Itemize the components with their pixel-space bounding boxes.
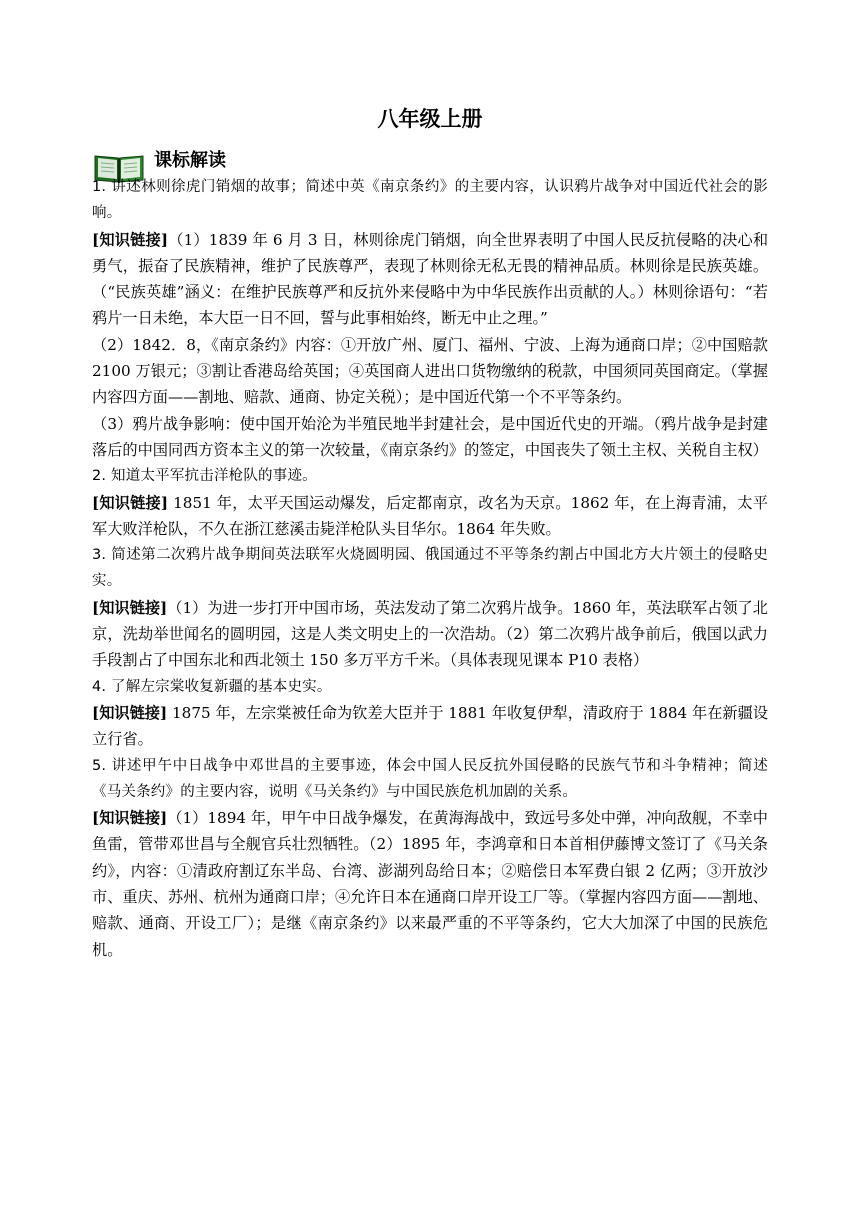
knowledge-link-tag: [知识链接] xyxy=(92,493,169,512)
knowledge-link-tag: [知识链接] xyxy=(92,230,169,249)
item-4-link xyxy=(92,700,768,753)
section-label: 课标解读 xyxy=(154,150,226,171)
item-5-text-1: （1）1894 年，甲午中日战争爆发，在黄海海战中，致远号多处中弹，冲向敌舰，不幸中鱼雷，管带邓世昌与全舰官兵壮烈牺牲。（2）1895 年，李鸿章和日本首相伊藤博文签订了《马关条约》，内容：①清政府割辽东半岛、台湾、澎湖列岛给日本；②赔偿日本军费白银 2 亿两；③开放沙市、重庆、苏州、杭州为通商口岸；④允许日本在通商口岸开设工厂等。（掌握内容四方面——割地、赔款、通商、开设工厂）；是继《南京条约》以来最严重的不平等条约，它大大加深了中国的民族危机。 xyxy=(92,809,768,959)
item-3-link xyxy=(92,595,768,674)
item-1-heading: 1. 讲述林则徐虎门销烟的故事；简述中英《南京条约》的主要内容，认识鸦片战争对中国近代社会的影响。 xyxy=(92,179,768,222)
item-4-text-1: 1875 年，左宗棠被任命为钦差大臣并于 1881 年收复伊犁，清政府于 1884 年在新疆设立行省。 xyxy=(92,703,769,749)
item-5-heading: 5. 讲述甲午中日战争中邓世昌的主要事迹，体会中国人民反抗外国侵略的民族气节和斗争精神；简述《马关条约》的主要内容，说明《马关条约》与中国民族危机加剧的关系。 xyxy=(92,757,768,800)
item-3-text-1: （1）为进一步打开中国市场，英法发动了第二次鸦片战争。1860 年，英法联军占领了北京，洗劫举世闻名的圆明园，这是人类文明史上的一次浩劫。（2）第二次鸦片战争前后，俄国以武力手段割占了中国东北和西北领土 150 多万平方千米。（具体表现见课本 P10 表格） xyxy=(92,598,768,670)
item-3-heading: 3. 简述第二次鸦片战争期间英法联军火烧圆明园、俄国通过不平等条约割占中国北方大片领土的侵略史实。 xyxy=(92,547,768,590)
item-2-heading: 2. 知道太平军抗击洋枪队的事迹。 xyxy=(92,468,317,485)
knowledge-link-tag: [知识链接] xyxy=(92,598,168,617)
item-1-text-2: （2）1842．8，《南京条约》内容：①开放广州、厦门、福州、宁波、上海为通商口岸；②中国赔款 2100 万银元；③割让香港岛给英国；④英国商人进出口货物缴纳的税款，中国须同英国商定。（掌握内容四方面——割地、赔款、通商、协定关税）；是中国近代第一个不平等条约。 xyxy=(92,335,768,407)
item-1-link xyxy=(92,227,768,332)
item-2-link xyxy=(92,490,768,543)
content-body xyxy=(92,174,768,963)
knowledge-link-tag: [知识链接] xyxy=(92,703,168,722)
item-2-text-1: 1851 年，太平天国运动爆发，后定都南京，改名为天京。1862 年，在上海青浦，太平军大败洋枪队，不久在浙江慈溪击毙洋枪队头目华尔。1864 年失败。 xyxy=(92,493,768,538)
item-5-link xyxy=(92,805,768,963)
page-title: 八年级上册 xyxy=(377,107,483,131)
knowledge-link-tag: [知识链接] xyxy=(92,809,168,828)
item-1-text-3: （3）鸦片战争影响：使中国开始沦为半殖民地半封建社会，是中国近代史的开端。（鸦片战争是封建落后的中国同西方资本主义的第一次较量，《南京条约》的签定，中国丧失了领土主权、关税自主权） xyxy=(92,414,768,459)
item-4-heading: 4. 了解左宗棠收复新疆的基本史实。 xyxy=(92,678,332,695)
item-1-text-1: （1）1839 年 6 月 3 日，林则徐虎门销烟，向全世界表明了中国人民反抗侵略的决心和勇气，振奋了民族精神，维护了民族尊严，表现了林则徐无私无畏的精神品质。林则徐是民族英雄。（“民族英雄”涵义：在维护民族尊严和反抗外来侵略中为中华民族作出贡献的人。）林则徐语句：“若鸦片一日未绝，本大臣一日不回，誓与此事相始终，断无中止之理。” xyxy=(92,230,769,328)
